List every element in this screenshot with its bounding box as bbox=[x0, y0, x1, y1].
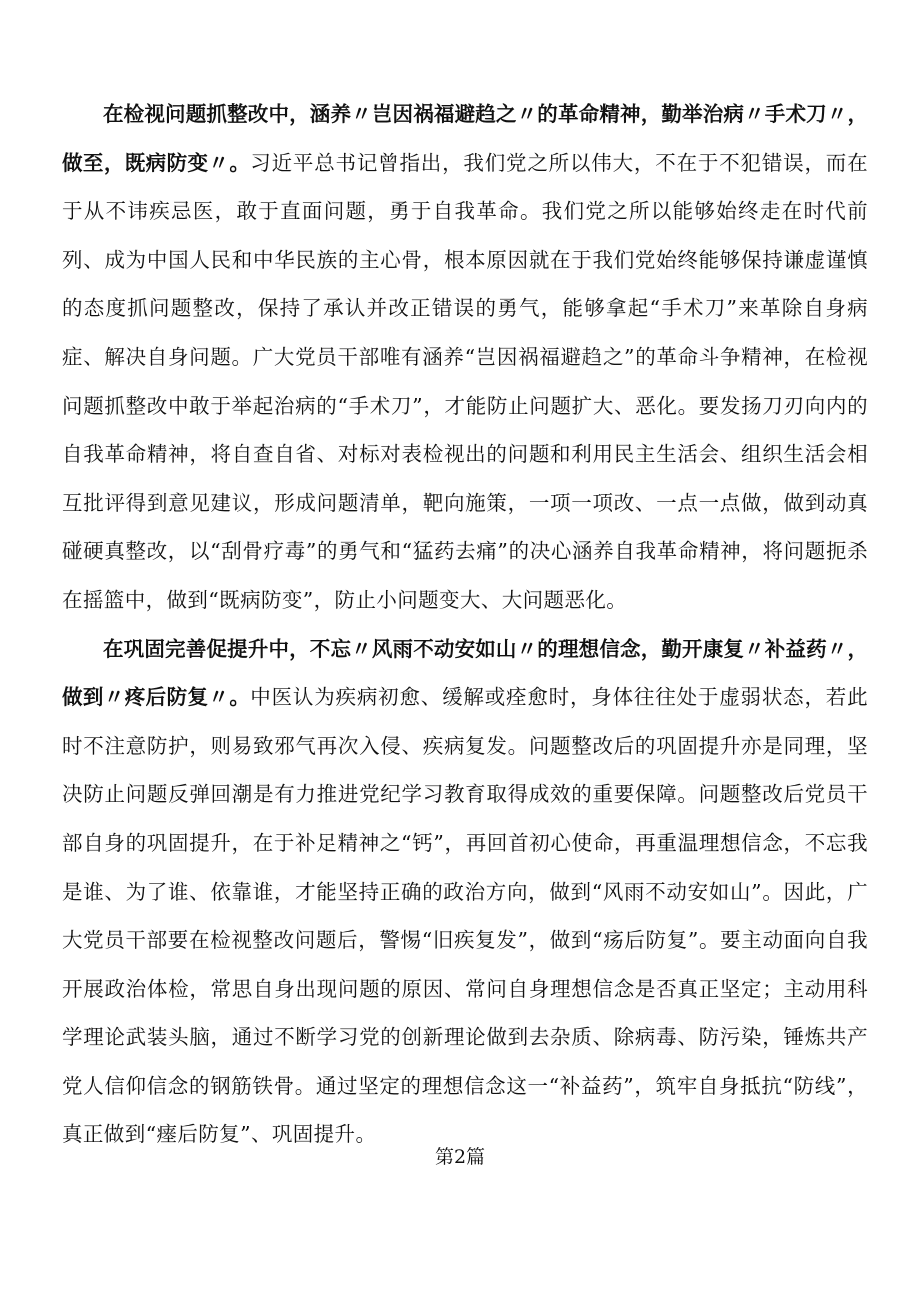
section-label: 第2篇 bbox=[434, 1146, 486, 1168]
paragraph-1-heading: 在检视问题抓整改中，涵养〃岂因祸福避趋之〃的革命精神，勤举治病〃手术刀〃，做至，既病防变〃。 bbox=[62, 102, 868, 175]
paragraph-1 bbox=[62, 90, 868, 625]
paragraph-2 bbox=[62, 625, 868, 1160]
document-body bbox=[62, 90, 868, 1159]
paragraph-2-heading: 在巩固完善促提升中，不忘〃风雨不动安如山〃的理想信念，勤开康复〃补益药〃，做到〃疼后防复〃。 bbox=[62, 636, 868, 710]
paragraph-1-text: 习近平总书记曾指出，我们党之所以伟大，不在于不犯错误，而在于从不讳疾忌医，敢于直面问题，勇于自我革命。我们党之所以能够始终走在时代前列、成为中国人民和中华民族的主心骨，根本原因就在于我们党始终能够保持谦虚谨慎的态度抓问题整改，保持了承认并改正错误的勇气，能够拿起“手术刀”来革除自身病症、解决自身问题。广大党员干部唯有涵养“岂因祸福避趋之”的革命斗争精神，在检视问题抓整改中敢于举起治病的“手术刀”，才能防止问题扩大、恶化。要发扬刀刃向内的自我革命精神，将自查自省、对标对表检视出的问题和利用民主生活会、组织生活会相互批评得到意见建议，形成问题清单，靶向施策，一项一项改、一点一点做，做到动真碰硬真整改，以“刮骨疗毒”的勇气和“猛药去痛”的决心涵养自我革命精神，将问题扼杀在摇篮中，做到“既病防变”，防止小问题变大、大问题恶化。 bbox=[62, 150, 868, 612]
paragraph-2-text: 中医认为疾病初愈、缓解或痊愈时，身体往往处于虚弱状态，若此时不注意防护，则易致邪气再次入侵、疾病复发。问题整改后的巩固提升亦是同理，坚决防止问题反弹回潮是有力推进党纪学习教育取得成效的重要保障。问题整改后党员干部自身的巩固提升，在于补足精神之“钙”，再回首初心使命，再重温理想信念，不忘我是谁、为了谁、依靠谁，才能坚持正确的政治方向，做到“风雨不动安如山”。因此，广大党员干部要在检视整改问题后，警惕“旧疾复发”，做到“疡后防复”。要主动面向自我开展政治体检，常思自身出现问题的原因、常问自身理想信念是否真正坚定；主动用科学理论武装头脑，通过不断学习党的创新理论做到去杂质、除病毒、防污染，锤炼共产党人信仰信念的钢筋铁骨。通过坚定的理想信念这一“补益药”，筑牢自身抵抗“防线”，真正做到“瘗后防复”、巩固提升。 bbox=[62, 685, 868, 1147]
